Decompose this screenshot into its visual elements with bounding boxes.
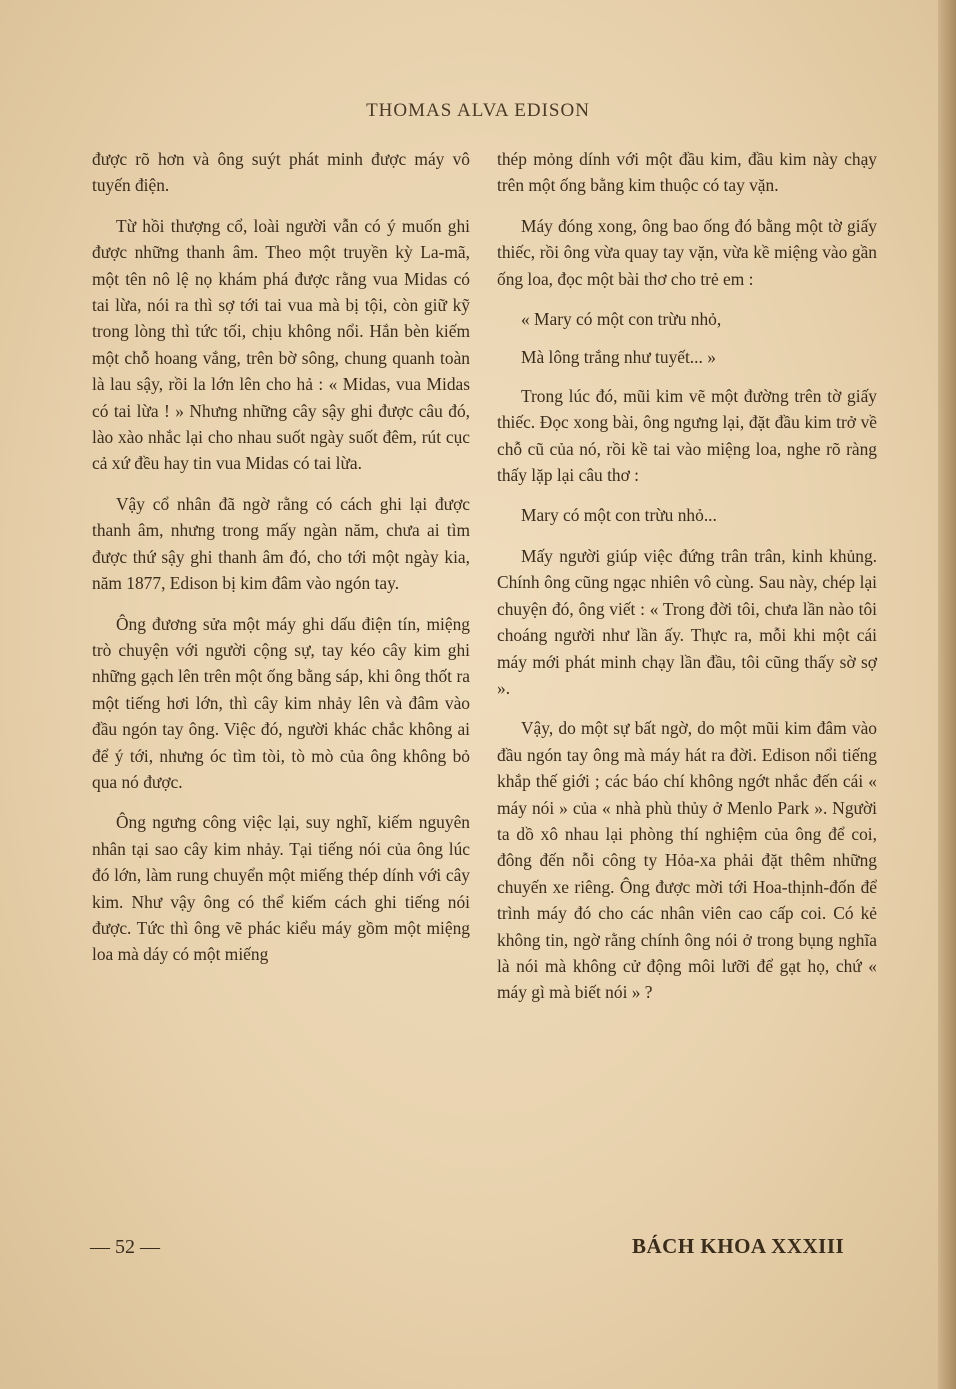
paragraph: Vậy, do một sự bất ngờ, do một mũi kim đâm vào đầu ngón tay ông mà máy hát ra đời. Edison nổi tiếng khắp thế giới ; các báo chí không ngớt nhắc đến cái « máy nói » của « nhà phù thủy ở Menlo Park ». Người ta dồ xô nhau lại phòng thí nghiệm của ông để coi, đông đến nỗi công ty Hỏa-xa phải đặt thêm những chuyến xe riêng. Ông được mời tới Hoa-thịnh-đốn để trình máy đó cho các nhân viên cao cấp coi. Có kẻ không tin, ngờ rằng chính ông nói ở trong bụng nghĩa là nói mà không cử động môi lưỡi để gạt họ, chứ « máy gì mà biết nói » ? [497, 718, 877, 1003]
page-number: — 52 — [90, 1236, 160, 1258]
paragraph: Trong lúc đó, mũi kim vẽ một đường trên tờ giấy thiếc. Đọc xong bài, ông ngưng lại, đặt đầu kim trở về chỗ cũ của nó, rồi kề tai vào miệng loa, nghe rõ ràng thấy lặp lại câu thơ : [497, 385, 877, 486]
paragraph: Vậy cổ nhân đã ngờ rằng có cách ghi lại được thanh âm, nhưng trong mấy ngàn năm, chưa ai tìm được thứ sậy ghi thanh âm đó, cho tới một ngày kia, năm 1877, Edison bị kim đâm vào ngón tay. [92, 493, 470, 594]
verse-line: Mà lông trắng như tuyết... » [521, 347, 716, 368]
paragraph: Máy đóng xong, ông bao ống đó bằng một tờ giấy thiếc, rồi ông vừa quay tay vặn, vừa kề miệng vào gần ống loa, đọc một bài thơ cho trẻ em : [497, 215, 877, 289]
paragraph: Ông đương sửa một máy ghi dấu điện tín, miệng trò chuyện với người cộng sự, tay kéo cây kim ghi những gạch lên trên một ống bằng sáp, khi ông thốt ra một tiếng hơi lớn, thì cây kim nhảy lên và đâm vào đầu ngón tay ông. Việc đó, người khác chắc không ai để ý tới, nhưng óc tìm tòi, tò mò của ông không bỏ qua nó được. [92, 613, 470, 792]
running-header: THOMAS ALVA EDISON [366, 100, 590, 121]
paragraph: thép mỏng dính với một đầu kim, đầu kim này chạy trên một ống bằng kim thuộc có tay vặn. [497, 149, 877, 196]
paragraph: Mấy người giúp việc đứng trân trân, kinh khủng. Chính ông cũng ngạc nhiên vô cùng. Sau này, chép lại chuyện đó, ông viết : « Trong đời tôi, chưa lần nào tôi choáng người như lần ấy. Thực ra, mỗi khi một cái máy mới phát minh chạy lần đầu, tôi cũng thấy sờ sợ ». [497, 545, 877, 698]
paragraph: Từ hồi thượng cổ, loài người vẫn có ý muốn ghi được những thanh âm. Theo một truyền kỳ La-mã, một tên nô lệ nọ khám phá được rằng vua Midas có tai lừa, nói ra thì sợ tới tai vua mà bị tội, còn giữ kỹ trong lòng thì tức tối, chịu không nổi. Hắn bèn kiếm một chỗ hoang vắng, trên bờ sông, chung quanh toàn là lau sậy, rồi la lớn lên cho hả : « Midas, vua Midas có tai lừa ! » Nhưng những cây sậy ghi được câu đó, lào xào nhắc lại cho nhau suốt ngày suốt đêm, rút cục cả xứ đều hay tin vua Midas có tai lừa. [92, 215, 470, 474]
verse-line: Mary có một con trừu nhỏ... [521, 505, 717, 526]
right-column [497, 146, 877, 1020]
paragraph: được rõ hơn và ông suýt phát minh được máy vô tuyến điện. [92, 149, 470, 196]
verse-line: « Mary có một con trừu nhỏ, [521, 309, 722, 330]
page-edge [938, 0, 956, 1389]
left-column [92, 146, 470, 982]
journal-name: BÁCH KHOA XXXIII [632, 1234, 845, 1258]
paragraph: Ông ngưng công việc lại, suy nghĩ, kiếm nguyên nhân tại sao cây kim nhảy. Tại tiếng nói của ông lúc đó lớn, làm rung chuyển một miếng thép dính với cây kim. Như vậy ông có thể kiếm cách ghi tiếng nói được. Tức thì ông vẽ phác kiểu máy gồm một miệng loa mà dáy có một miếng [92, 812, 470, 965]
